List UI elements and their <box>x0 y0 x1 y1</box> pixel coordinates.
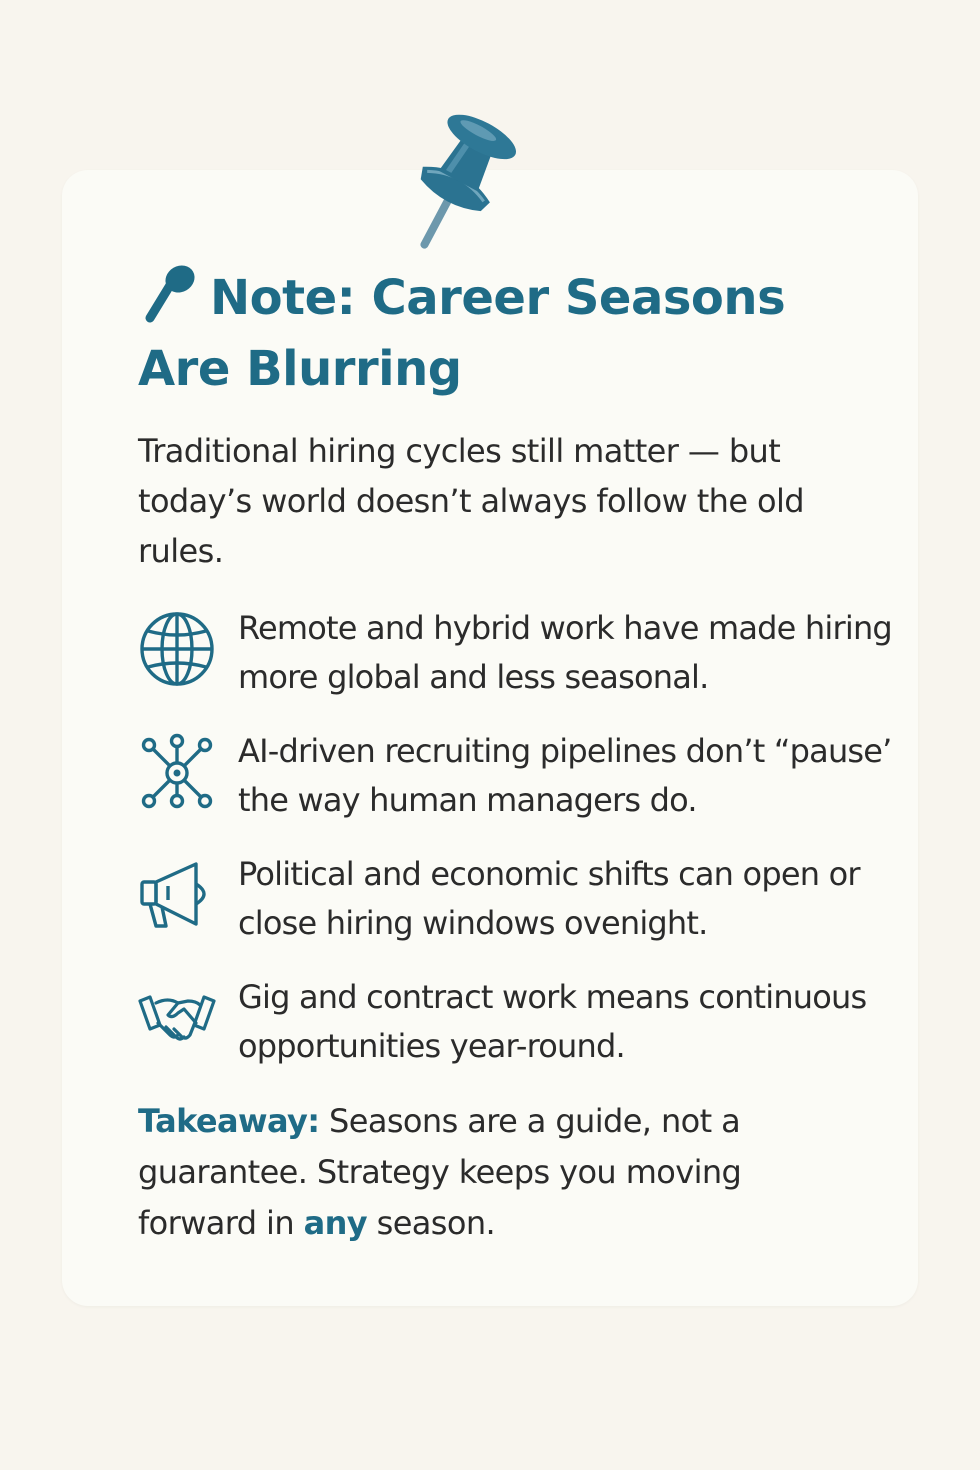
globe-icon <box>138 610 216 688</box>
list-item <box>138 604 898 704</box>
takeaway-text <box>138 1096 858 1249</box>
takeaway-body: Seasons are a guide, not a guarantee. Strategy keeps you moving forward in <box>138 1102 742 1242</box>
item-text: Gig and contract work means continuous opportunities year-round. <box>238 978 867 1065</box>
item-text: Political and economic shifts can open or close hiring windows ovenight. <box>238 855 860 942</box>
network-icon <box>138 733 216 811</box>
item-text: AI-driven recruiting pipelines don’t “pause’ the way human managers do. <box>238 732 892 819</box>
megaphone-icon <box>138 856 216 934</box>
takeaway-label: Takeaway: <box>138 1102 320 1140</box>
handshake-icon <box>138 979 216 1057</box>
list-item <box>138 727 898 827</box>
intro-text: Traditional hiring cycles still matter — but today’s world doesn’t always follow the old rules. <box>138 432 804 570</box>
pushpin-icon <box>400 108 524 250</box>
takeaway-end: season. <box>367 1204 496 1242</box>
page-title <box>138 262 878 405</box>
title-text: Note: Career Seasons Are Blurring <box>138 270 786 397</box>
list-item <box>138 973 898 1073</box>
list-item <box>138 850 898 950</box>
pin-icon <box>138 262 196 324</box>
takeaway-emphasis: any <box>303 1204 368 1242</box>
item-text: Remote and hybrid work have made hiring more global and less seasonal. <box>238 609 892 696</box>
